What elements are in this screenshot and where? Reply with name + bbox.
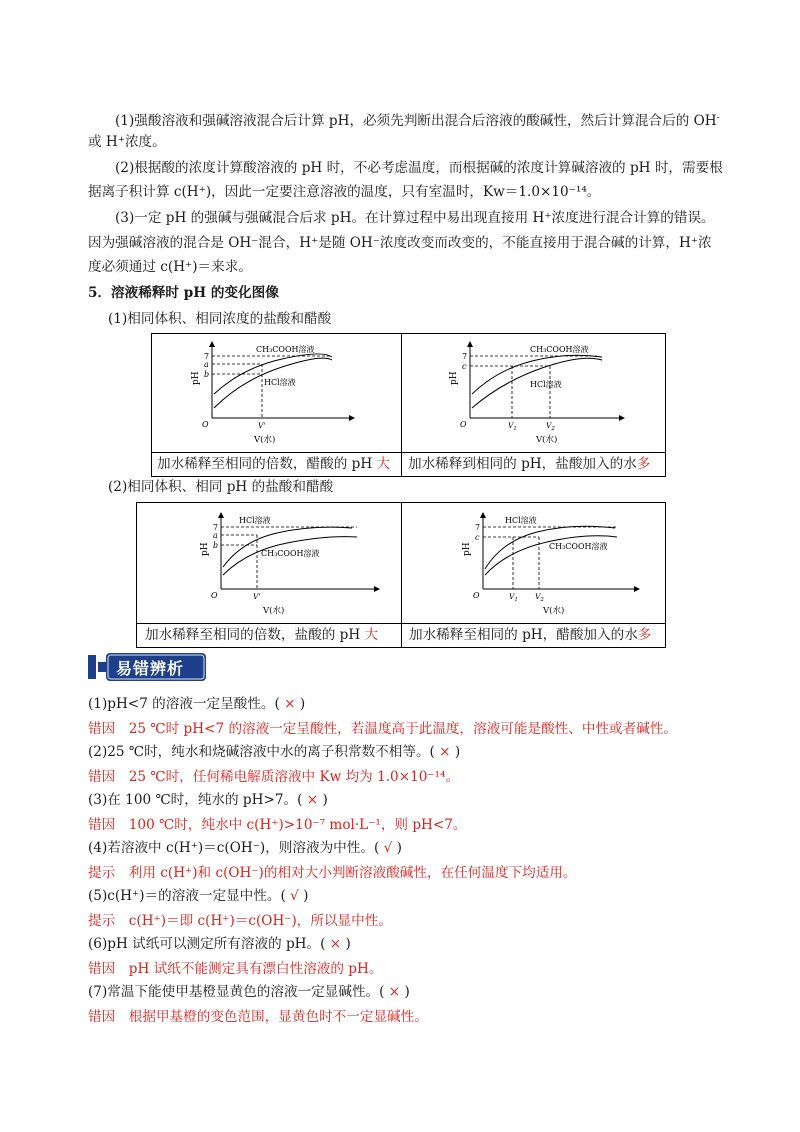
question-text: (7)常温下能使甲基橙显黄色的溶液一定显碱性。(: [88, 984, 385, 1000]
tick-v: V': [258, 421, 266, 430]
tick-c: c: [462, 362, 467, 371]
x-axis-arrow: [634, 586, 640, 592]
section-banner: [88, 652, 206, 682]
tick-a: a: [213, 531, 218, 540]
explanation-text: c(H⁺)＝即 c(H⁺)＝c(OH⁻)，所以显中性。: [115, 913, 392, 929]
tick-7: 7: [475, 523, 481, 532]
explanation-tag: 提示: [88, 865, 116, 881]
table-1-right-caption: [408, 453, 650, 475]
y-label: pH: [449, 371, 459, 385]
label-hcl: HCl溶液: [239, 516, 271, 525]
item-explanation: [88, 863, 577, 883]
origin-label: O: [460, 420, 467, 429]
paragraph-1-line-2: 或 H⁺浓度。: [88, 134, 166, 150]
origin-label: O: [211, 591, 218, 600]
paragraph-3-line-1: (3)一定 pH 的强碱与强碱混合后求 pH。在计算过程中易出现直接用 H⁺浓度进行混合计算的错误。: [115, 210, 715, 226]
caption-text: 加水稀释至相同的倍数，盐酸的 pH: [145, 627, 365, 643]
tick-7: 7: [213, 523, 219, 532]
explanation-text: 根据甲基橙的变色范围，显黄色时不一定显碱性。: [115, 1009, 428, 1025]
y-label: pH: [462, 542, 472, 556]
tick-b: b: [213, 541, 219, 550]
v2-subscript: 2: [551, 426, 555, 432]
x-axis-arrow: [349, 415, 355, 421]
banner-left-bar: [88, 655, 96, 679]
paragraph-3-line-3: 度必须通过 c(H⁺)＝来求。: [88, 259, 252, 275]
label-hcl: HCl溶液: [530, 380, 562, 389]
section-5-title: 5．溶液稀释时 pH 的变化图像: [88, 285, 279, 301]
v1-main: V: [508, 421, 514, 430]
tick-v1: [509, 592, 518, 603]
question-text: (2)25 ℃时，纯水和烧碱溶液中水的离子积常数不相等。(: [88, 744, 435, 760]
label-ch3cooh: CH₃COOH溶液: [549, 542, 608, 551]
table-2: [136, 502, 666, 648]
explanation-text: 25 ℃时，任何稀电解质溶液中 Kw 均为 1.0×10⁻¹⁴。: [115, 769, 460, 785]
tick-c: c: [475, 533, 480, 542]
item-question: [88, 694, 305, 714]
explanation-tag: 提示: [88, 913, 116, 929]
label-hcl: HCl溶液: [264, 378, 296, 387]
banner-label: 易错辨析: [116, 659, 185, 678]
table-1-caption-row: [152, 452, 665, 475]
question-close: ): [303, 888, 309, 904]
question-text: (5)c(H⁺)＝的溶液一定显中性。(: [88, 888, 286, 904]
item-explanation: [88, 719, 677, 739]
question-close: ): [345, 936, 351, 952]
x-label: V(水): [543, 606, 565, 616]
question-text: (1)pH<7 的溶液一定呈酸性。(: [88, 696, 280, 712]
origin-label: O: [473, 591, 480, 600]
table-1: [151, 333, 666, 477]
v1-subscript: 1: [513, 426, 517, 432]
paragraph-2-line-1: (2)根据酸的浓度计算酸溶液的 pH 时，不必考虑温度，而根据碱的浓度计算碱溶液的 pH 时，需要根: [115, 160, 723, 176]
answer-mark: ×: [325, 936, 346, 952]
origin-label: O: [202, 420, 209, 429]
caption-answer: 多: [637, 627, 652, 643]
v2-main: V: [546, 421, 552, 430]
explanation-text: 利用 c(H⁺)和 c(OH⁻)的相对大小判断溶液酸碱性，在任何温度下均适用。: [115, 865, 577, 881]
answer-mark: ×: [434, 744, 455, 760]
answer-mark: ×: [302, 792, 323, 808]
v2-subscript: 2: [540, 597, 544, 603]
label-ch3cooh: CH₃COOH溶液: [256, 345, 315, 354]
paragraph-3-line-2: 因为强碱溶液的混合是 OH⁻混合，H⁺是随 OH⁻浓度改变而改变的，不能直接用于混合碱的计算，H⁺浓: [88, 235, 712, 251]
table-2-left-caption: [145, 624, 378, 646]
v1-subscript: 1: [514, 597, 518, 603]
explanation-tag: 错因: [88, 769, 116, 785]
question-close: ): [322, 792, 328, 808]
item-explanation: [88, 911, 392, 931]
explanation-tag: 错因: [88, 1009, 116, 1025]
item-question: [88, 742, 460, 762]
question-close: ): [299, 696, 306, 712]
y-label: pH: [200, 542, 210, 556]
tick-7: 7: [462, 352, 468, 361]
item-explanation: [88, 959, 382, 979]
question-close: ): [454, 744, 461, 760]
item-explanation: [88, 815, 467, 835]
explanation-text: pH 试纸不能测定具有漂白性溶液的 pH。: [115, 961, 383, 977]
y-axis-arrow: [480, 512, 486, 518]
item-question: [88, 838, 402, 858]
caption-answer: 大: [364, 627, 379, 643]
explanation-tag: 错因: [88, 961, 116, 977]
y-axis-arrow: [218, 512, 224, 518]
tick-v2: [546, 421, 555, 432]
label-ch3cooh: CH₃COOH溶液: [530, 345, 589, 354]
tick-v1: [508, 421, 517, 432]
graph-1-right: [442, 340, 652, 450]
curve-ch3cooh: [214, 354, 332, 394]
caption-text: 加水稀释到相同的 pH，盐酸加入的水: [408, 456, 637, 472]
question-close: ): [404, 984, 410, 1000]
label-hcl: HCl溶液: [505, 516, 537, 525]
v2-main: V: [535, 592, 541, 601]
curve-hcl: [223, 527, 352, 567]
x-label: V(水): [254, 435, 276, 445]
section-5-sub-1: (1)相同体积、相同浓度的盐酸和醋酸: [108, 311, 332, 327]
question-text: (4)若溶液中 c(H⁺)＝c(OH⁻)，则溶液为中性。(: [88, 840, 380, 856]
question-text: (6)pH 试纸可以测定所有溶液的 pH。(: [88, 936, 326, 952]
item-question: [88, 982, 410, 1002]
tick-b: b: [204, 370, 210, 379]
tick-v2: [535, 592, 544, 603]
question-text: (3)在 100 ℃时，纯水的 pH>7。(: [88, 792, 303, 808]
explanation-text: 100 ℃时，纯水中 c(H⁺)>10⁻⁷ mol·L⁻¹，则 pH<7。: [115, 817, 467, 833]
text: (1)强酸溶液和强碱溶液混合后计算 pH，必须先判断出混合后溶液的酸碱性，然后计算混合后的 OH: [115, 113, 717, 129]
table-2-right-caption: [409, 624, 651, 646]
table-1-left-caption: [157, 453, 390, 475]
graph-1-left: [182, 340, 382, 450]
tick-7: 7: [204, 352, 210, 361]
answer-mark: √: [285, 888, 304, 904]
graph-2-right: [457, 511, 662, 623]
superscript: -: [716, 113, 720, 123]
x-label: V(水): [263, 606, 285, 616]
y-label: pH: [191, 371, 201, 385]
explanation-tag: 错因: [88, 721, 116, 737]
item-question: [88, 934, 351, 954]
caption-answer: 多: [636, 456, 651, 472]
x-axis-arrow: [374, 586, 380, 592]
x-label: V(水): [536, 435, 558, 445]
paragraph-1-line-1: [115, 108, 720, 131]
item-question: [88, 790, 328, 810]
y-axis-arrow: [467, 341, 473, 347]
explanation-text: 25 ℃时 pH<7 的溶液一定呈酸性，若温度高于此温度，溶液可能是酸性、中性或者碱性。: [115, 721, 678, 737]
caption-text: 加水稀释至相同的 pH，醋酸加入的水: [409, 627, 638, 643]
question-close: ): [396, 840, 402, 856]
graph-2-left: [197, 511, 397, 623]
label-ch3cooh: CH₃COOH溶液: [261, 549, 320, 558]
y-axis-arrow: [209, 341, 215, 347]
explanation-tag: 错因: [88, 817, 116, 833]
table-2-caption-row: [137, 623, 665, 646]
tick-v: V': [253, 592, 261, 601]
x-axis-arrow: [619, 415, 625, 421]
item-explanation: [88, 767, 459, 787]
item-question: [88, 886, 308, 906]
v1-main: V: [509, 592, 515, 601]
caption-answer: 大: [376, 456, 391, 472]
answer-mark: ×: [279, 696, 300, 712]
answer-mark: √: [379, 840, 397, 856]
caption-text: 加水稀释至相同的倍数，醋酸的 pH: [157, 456, 377, 472]
paragraph-2-line-2: 据离子积计算 c(H⁺)，因此一定要注意溶液的温度，只有室温时，Kw＝1.0×10⁻¹⁴。: [88, 184, 601, 200]
section-5-sub-2: (2)相同体积、相同 pH 的盐酸和醋酸: [108, 479, 334, 495]
answer-mark: ×: [384, 984, 405, 1000]
tick-a: a: [204, 360, 209, 369]
item-explanation: [88, 1007, 428, 1027]
